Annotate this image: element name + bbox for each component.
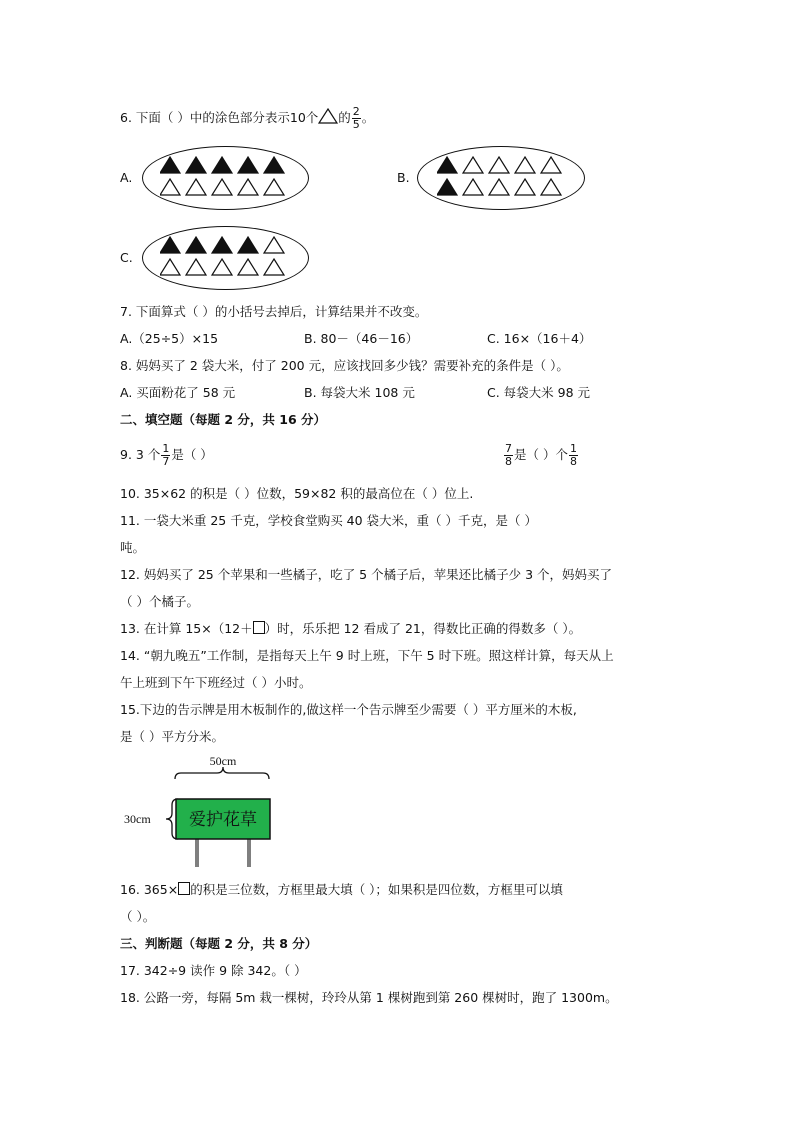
q8-option-a: A. 买面粉花了 58 元 [120, 385, 236, 400]
blank-box [253, 621, 265, 634]
sign-post-left [195, 839, 199, 867]
empty-triangle-icon [515, 157, 535, 173]
filled-triangle-icon [160, 237, 180, 253]
sign-text: 爱护花草 [189, 810, 257, 830]
q13-before: 13. 在计算 15×（12＋ [120, 621, 253, 636]
q16-after: 的积是三位数，方框里最大填（ ）；如果积是四位数，方框里可以填 [190, 882, 563, 897]
q6-mid: 的 [338, 110, 351, 125]
empty-triangle-icon [463, 179, 483, 195]
q9-mid: 是（ ）个 [514, 447, 568, 462]
empty-triangle-icon [264, 179, 284, 195]
filled-triangle-icon [160, 157, 180, 173]
q9-suffix: 是（ ） [171, 447, 213, 462]
option-a-triangles [160, 155, 290, 199]
triangle-icon [318, 108, 338, 124]
question-15-line1: 15.下边的告示牌是用木板制作的,做这样一个告示牌至少需要（ ）平方厘米的木板, [120, 702, 577, 717]
question-8: 8. 妈妈买了 2 袋大米，付了 200 元，应该找回多少钱？需要补充的条件是（ ）。 [120, 358, 569, 373]
fraction-seven-eighths: $\frac{7}{8}$ [505, 442, 512, 468]
blank-box [178, 882, 190, 895]
option-b-label: B. [397, 170, 410, 185]
option-a-label: A. [120, 170, 133, 185]
empty-triangle-icon [264, 237, 284, 253]
filled-triangle-icon [437, 179, 457, 195]
filled-triangle-icon [264, 157, 284, 173]
question-14-line1: 14. “朝九晚五”工作制，是指每天上午 9 时上班，下午 5 时下班。照这样计算，每天从上 [120, 648, 614, 663]
empty-triangle-icon [489, 157, 509, 173]
top-brace [175, 767, 269, 779]
question-14-line2: 午上班到下午下班经过（ ）小时。 [120, 675, 312, 690]
filled-triangle-icon [186, 157, 206, 173]
empty-triangle-icon [463, 157, 483, 173]
question-16-line1 [120, 882, 563, 898]
sign-figure [120, 755, 290, 870]
question-7: 7. 下面算式（ ）的小括号去掉后，计算结果并不改变。 [120, 304, 428, 319]
question-11-line2: 吨。 [120, 540, 146, 555]
fraction-two-fifths: $\frac{2}{5}$ [352, 105, 360, 131]
question-9-part2 [503, 443, 579, 468]
empty-triangle-icon [186, 179, 206, 195]
empty-triangle-icon [264, 259, 284, 275]
question-9-part1 [120, 443, 213, 468]
empty-triangle-icon [160, 179, 180, 195]
question-12-line1: 12. 妈妈买了 25 个苹果和一些橘子，吃了 5 个橘子后，苹果还比橘子少 3 个，妈妈买了 [120, 567, 613, 582]
question-15-line2: 是（ ）平方分米。 [120, 729, 224, 744]
section-2-heading: 二、填空题（每题 2 分，共 16 分） [120, 412, 327, 427]
q7-option-a: A.（25÷5）×15 [120, 331, 219, 346]
filled-triangle-icon [238, 237, 258, 253]
question-17: 17. 342÷9 读作 9 除 342。（ ） [120, 963, 307, 978]
option-b-triangles [437, 155, 567, 199]
empty-triangle-icon [212, 259, 232, 275]
fraction-one-eighth: $\frac{1}{8}$ [569, 442, 577, 468]
empty-triangle-icon [160, 259, 180, 275]
sign-diagram [120, 755, 290, 870]
q8-option-b: B. 每袋大米 108 元 [304, 385, 415, 400]
question-18: 18. 公路一旁，每隔 5m 栽一棵树，玲玲从第 1 棵树跑到第 260 棵树时，跑了 1300m。 [120, 990, 618, 1005]
section-3-heading: 三、判断题（每题 2 分，共 8 分） [120, 936, 318, 951]
filled-triangle-icon [238, 157, 258, 173]
q13-after: ）时，乐乐把 12 看成了 21，得数比正确的得数多（ ）。 [264, 621, 582, 636]
q8-option-c: C. 每袋大米 98 元 [487, 385, 591, 400]
q7-option-c: C. 16×（16＋4） [487, 331, 592, 346]
empty-triangle-icon [541, 179, 561, 195]
empty-triangle-icon [515, 179, 535, 195]
height-label: 30cm [124, 812, 151, 826]
question-6 [120, 106, 374, 131]
question-13 [120, 621, 581, 637]
empty-triangle-icon [238, 259, 258, 275]
question-10: 10. 35×62 的积是（ ）位数，59×82 积的最高位在（ ）位上. [120, 486, 474, 501]
filled-triangle-icon [186, 237, 206, 253]
fraction-one-seventh: $\frac{1}{7}$ [162, 442, 170, 468]
q7-option-b: B. 80－（46－16） [304, 331, 419, 346]
question-11-line1: 11. 一袋大米重 25 千克，学校食堂购买 40 袋大米，重（ ）千克，是（ ） [120, 513, 538, 528]
option-c-triangles [160, 235, 290, 279]
sign-post-right [247, 839, 251, 867]
empty-triangle-icon [489, 179, 509, 195]
q9-prefix: 9. 3 个 [120, 447, 161, 462]
q6-prefix: 6. 下面（ ）中的涂色部分表示10个 [120, 110, 319, 125]
empty-triangle-icon [238, 179, 258, 195]
question-12-line2: （ ）个橘子。 [120, 594, 199, 609]
width-label: 50cm [209, 755, 237, 768]
question-16-line2: （ ）。 [120, 909, 156, 924]
option-c-label: C. [120, 250, 133, 265]
empty-triangle-icon [541, 157, 561, 173]
q16-before: 16. 365× [120, 882, 179, 897]
empty-triangle-icon [186, 259, 206, 275]
filled-triangle-icon [437, 157, 457, 173]
q6-end: 。 [361, 110, 375, 125]
filled-triangle-icon [212, 237, 232, 253]
empty-triangle-icon [212, 179, 232, 195]
filled-triangle-icon [212, 157, 232, 173]
